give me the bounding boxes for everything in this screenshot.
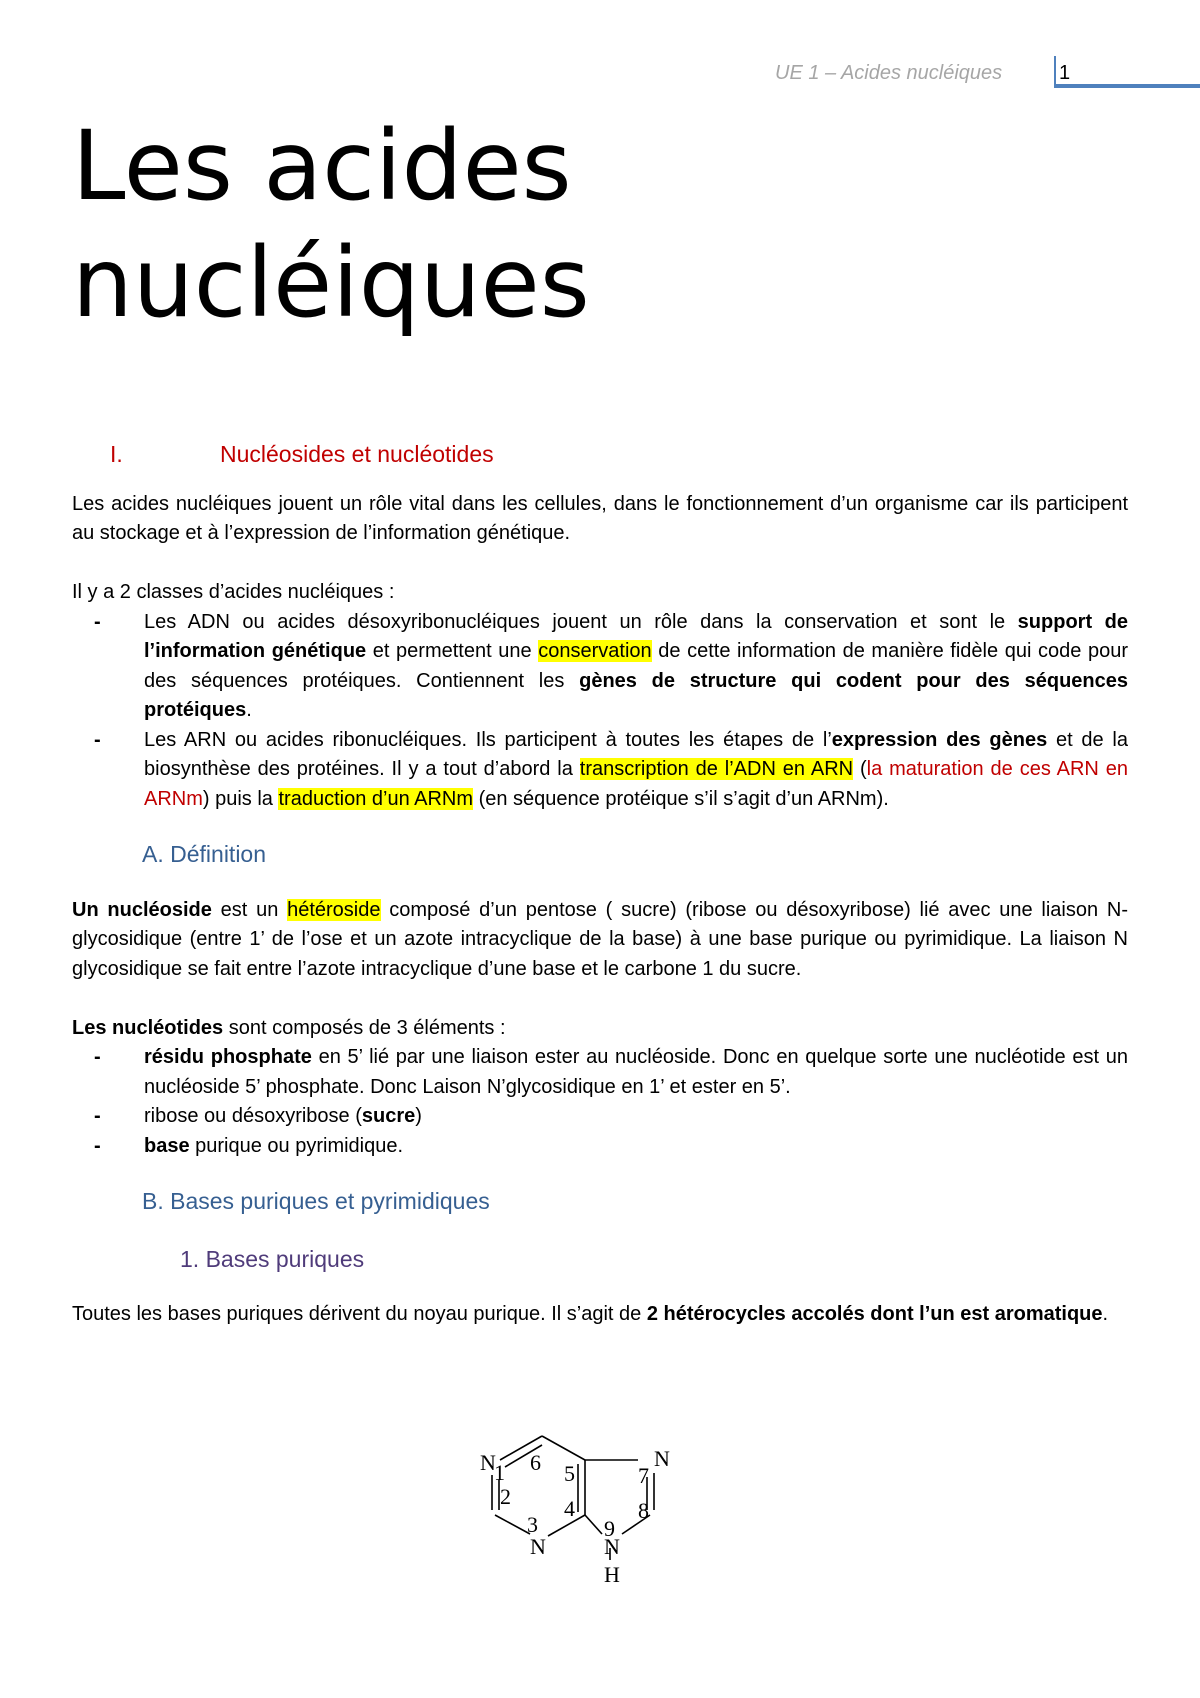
dash-bullet: -: [94, 1046, 101, 1068]
list-item-arn: - Les ARN ou acides ribonucléiques. Ils participent à toutes les étapes de l’expression des gènes et de la biosynthèse des protéines. Il y a tout d’abord la transcription de l’ADN en ARN (la maturation de ces ARN en ARNm) puis la traduction d’un ARNm (en séquence protéique s’il s’agit d’un ARNm).: [72, 726, 1128, 815]
purine-labels: [480, 1446, 670, 1587]
dash-bullet: -: [94, 610, 101, 633]
paragraph-classes-intro: Il y a 2 classes d’acides nucléiques :: [72, 581, 395, 603]
header-rule: [1055, 84, 1200, 88]
position-6: 6: [530, 1450, 541, 1475]
list-item-base: - base purique ou pyrimidique.: [72, 1132, 1128, 1162]
highlight: traduction d’un ARNm: [278, 787, 474, 810]
dash-bullet: -: [94, 1134, 101, 1157]
list-item-adn: - Les ADN ou acides désoxyribonucléiques jouent un rôle dans la conservation et sont le support de l’information génétique et permettent une conservation de cette information de manière fidèle qui code pour des séquences protéiques. Contiennent les gènes de structure qui codent pour des séquences protéiques.: [72, 608, 1128, 726]
purine-structure-figure: [470, 1420, 750, 1590]
list-item-phosphate: - résidu phosphate en 5’ lié par une liaison ester au nucléoside. Donc en quelque sorte une nucléotide est un nucléoside 5’ phosphate. Donc Laison N’glycosidique en 1’ et ester en 5’.: [72, 1043, 1128, 1102]
dash-bullet: -: [94, 1105, 101, 1127]
paragraph-nucleoside: Un nucléoside est un hétéroside composé d’un pentose ( sucre) (ribose ou désoxyribose) lié avec une liaison N-glycosidique (entre 1’ de l’ose et un azote intracyclique de la base) à une base purique ou pyrimidique. La liaison N glycosidique se fait entre l’azote intracyclique d’une base et le carbone 1 du sucre.: [72, 898, 1128, 980]
title-line-2: nucléiques: [72, 227, 590, 339]
section-heading-a: A. Définition: [142, 841, 267, 867]
classes-list: [72, 608, 1128, 815]
position-2: 2: [500, 1484, 511, 1509]
position-1: 1: [494, 1460, 505, 1485]
highlight: transcription de l’ADN en ARN: [579, 758, 854, 780]
page-number: 1: [1059, 62, 1071, 84]
section-heading-1: [72, 440, 1128, 470]
atom-n7: N: [654, 1446, 670, 1471]
highlight: hétéroside: [287, 898, 381, 921]
highlight: conservation: [538, 640, 652, 662]
atom-n3: N: [530, 1534, 546, 1559]
paragraph-intro: Les acides nucléiques jouent un rôle vital dans les cellules, dans le fonctionnement d’un organisme car ils participent au stockage et à l’expression de l’information génétique.: [72, 492, 1128, 544]
section-number: I.: [110, 441, 123, 467]
section-heading-1-bases-puriques: 1. Bases puriques: [180, 1245, 365, 1272]
page-header: [775, 60, 1200, 88]
dash-bullet: -: [94, 728, 101, 751]
atom-n9: N: [604, 1534, 620, 1559]
atom-n1: N: [480, 1450, 496, 1475]
section-heading-b: B. Bases puriques et pyrimidiques: [142, 1188, 490, 1214]
title-line-1: Les acides: [72, 110, 572, 222]
position-5: 5: [564, 1461, 575, 1486]
position-3: 3: [527, 1512, 538, 1537]
position-9: 9: [604, 1516, 615, 1541]
running-title: UE 1 – Acides nucléiques: [775, 62, 1003, 84]
position-7: 7: [638, 1463, 649, 1488]
position-8: 8: [638, 1498, 649, 1523]
red-text: la maturation de ces ARN en ARNm: [144, 758, 1129, 810]
document-body: [72, 440, 1128, 1330]
atom-h9: H: [604, 1562, 620, 1587]
position-4: 4: [564, 1496, 575, 1521]
section-title: Nucléosides et nucléotides: [220, 441, 494, 467]
nucleotide-components-list: [72, 1043, 1128, 1161]
list-item-sugar: - ribose ou désoxyribose (sucre): [72, 1102, 1128, 1132]
paragraph-nucleotides-intro: Les nucléotides sont composés de 3 éléments :: [72, 1016, 506, 1039]
paragraph-bases-puriques: Toutes les bases puriques dérivent du noyau purique. Il s’agit de 2 hétérocycles accolés dont l’un est aromatique.: [72, 1303, 1109, 1325]
document-title: [72, 108, 590, 342]
